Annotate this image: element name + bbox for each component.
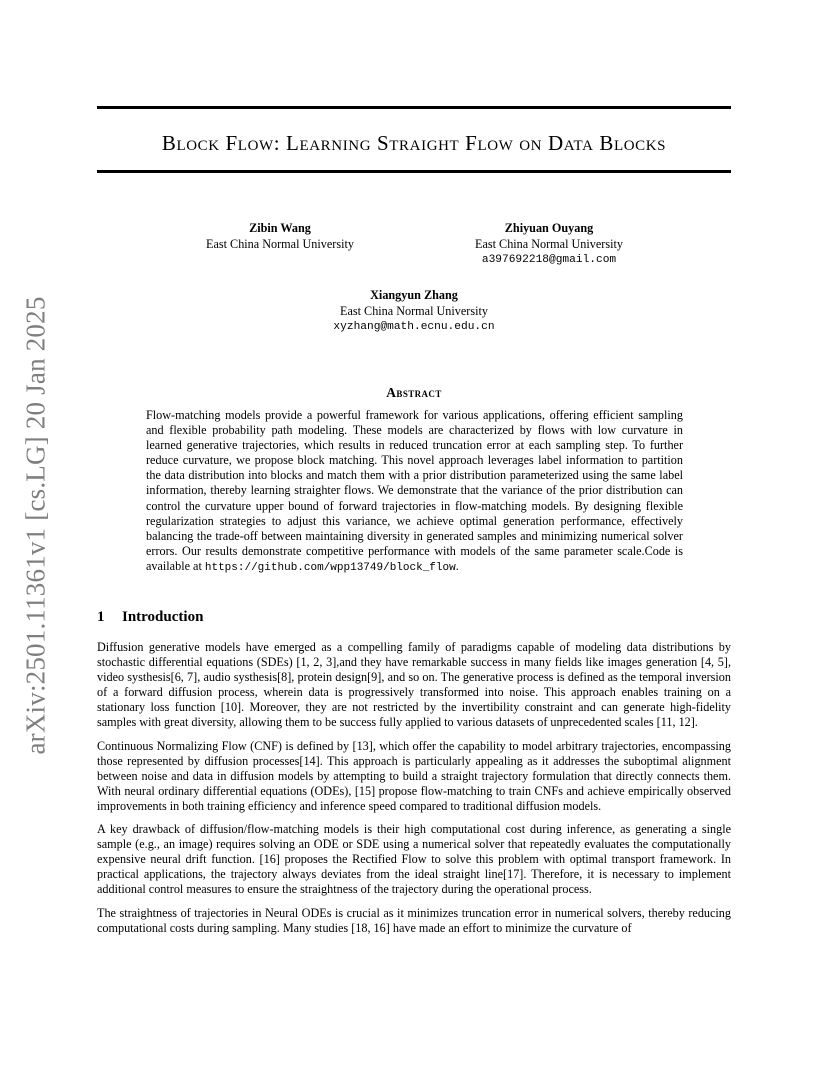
paragraph: The straightness of trajectories in Neural ODEs is crucial as it minimizes truncation error in numerical solvers, thereby reducing computational costs during sampling. Many studies [18, 16] have made an effort to minimize the curvature of [97,905,731,935]
author-block-1 [150,220,410,252]
abstract-text: Flow-matching models provide a powerful framework for various applications, offering efficient sampling and flexible probability path modeling. These models are characterized by flows with low curvature in learned generative trajectories, which results in reduced truncation error at each sampling step. To further reduce curvature, we propose block matching. This novel approach leverages label information to partition the data distribution into blocks and match them with a prior distribution parameterized using the same label information, thereby learning straighter flows. We demonstrate that the variance of the prior distribution can control the curvature upper bound of forward trajectories in flow-matching models. By designing flexible regularization strategies to adjust this variance, we achieve optimal generation performance, effectively balancing the trade-off between maintaining diversity in generated samples and minimizing numerical solver errors. Our results demonstrate competitive performance with models of the same parameter scale.Code is available at [146,408,683,573]
author-block-3 [284,287,544,335]
author-affiliation: East China Normal University [206,237,354,251]
section-title: Introduction [122,609,204,625]
abstract-heading: Abstract [386,385,442,400]
section-number: 1 [97,609,105,625]
author-email: a397692218@gmail.com [481,254,617,266]
paper-title: Block Flow: Learning Straight Flow on Data Blocks [161,131,667,155]
paragraph: Continuous Normalizing Flow (CNF) is defined by [13], which offer the capability to model arbitrary trajectories, encompassing those represented by diffusion processes[14]. This approach is particularly appealing as it addresses the suboptimal alignment between noise and data in diffusion models by attempting to build a straight trajectory formulation that directly connects them. With neural ordinary differential equations (ODEs), [15] propose flow-matching to train CNFs and achieve empirically observed improvements in both training efficiency and inference speed compared to traditional diffusion models. [97,738,731,813]
author-email: xyzhang@math.ecnu.edu.cn [333,321,495,333]
code-link[interactable]: https://github.com/wpp13749/block_flow [204,561,456,574]
author-name: Zhiyuan Ouyang [504,221,594,235]
arxiv-id: arXiv:2501.11361v1 [cs.LG] 20 Jan 2025 [20,295,51,755]
section-body [97,640,731,944]
author-affiliation: East China Normal University [340,304,488,318]
arxiv-stamp [22,292,50,758]
section-heading [97,609,203,626]
title-rule-bottom [97,170,731,173]
author-affiliation: East China Normal University [475,237,623,251]
abstract-body [146,408,683,576]
abstract-text-end: . [455,558,459,573]
paragraph: Diffusion generative models have emerged as a compelling family of paradigms capable of modeling data distributions by stochastic differential equations (SDEs) [1, 2, 3],and they have remarkable success in many fields like images generation [4, 5], video systhesis[6, 7], audio systhesis[8], protein design[9], and so on. The generative process is defined as the temporal inversion of a forward diffusion process, wherein data is progressively transformed into noise. This approach enables training on a stationary loss function [10]. Moreover, they are not restricted by the invertibility constraint and can generate high-fidelity samples with great diversity, allowing them to be success fully applied to various datasets of unprecedented scales [11, 12]. [97,640,731,730]
paragraph: A key drawback of diffusion/flow-matching models is their high computational cost during inference, as generating a single sample (e.g., an image) requires solving an ODE or SDE using a numerical solver that repeatedly evaluates the computationally expensive neural drift function. [16] proposes the Rectified Flow to solve this problem with optimal transport framework. In practical applications, the trajectory always deviates from the ideal straight line[17]. Therefore, it is necessary to implement additional control measures to ensure the straightness of the trajectory during the operational process. [97,822,731,897]
author-block-2 [419,220,679,268]
title-rule-top [97,106,731,109]
author-name: Xiangyun Zhang [370,288,458,302]
author-name: Zibin Wang [249,221,311,235]
